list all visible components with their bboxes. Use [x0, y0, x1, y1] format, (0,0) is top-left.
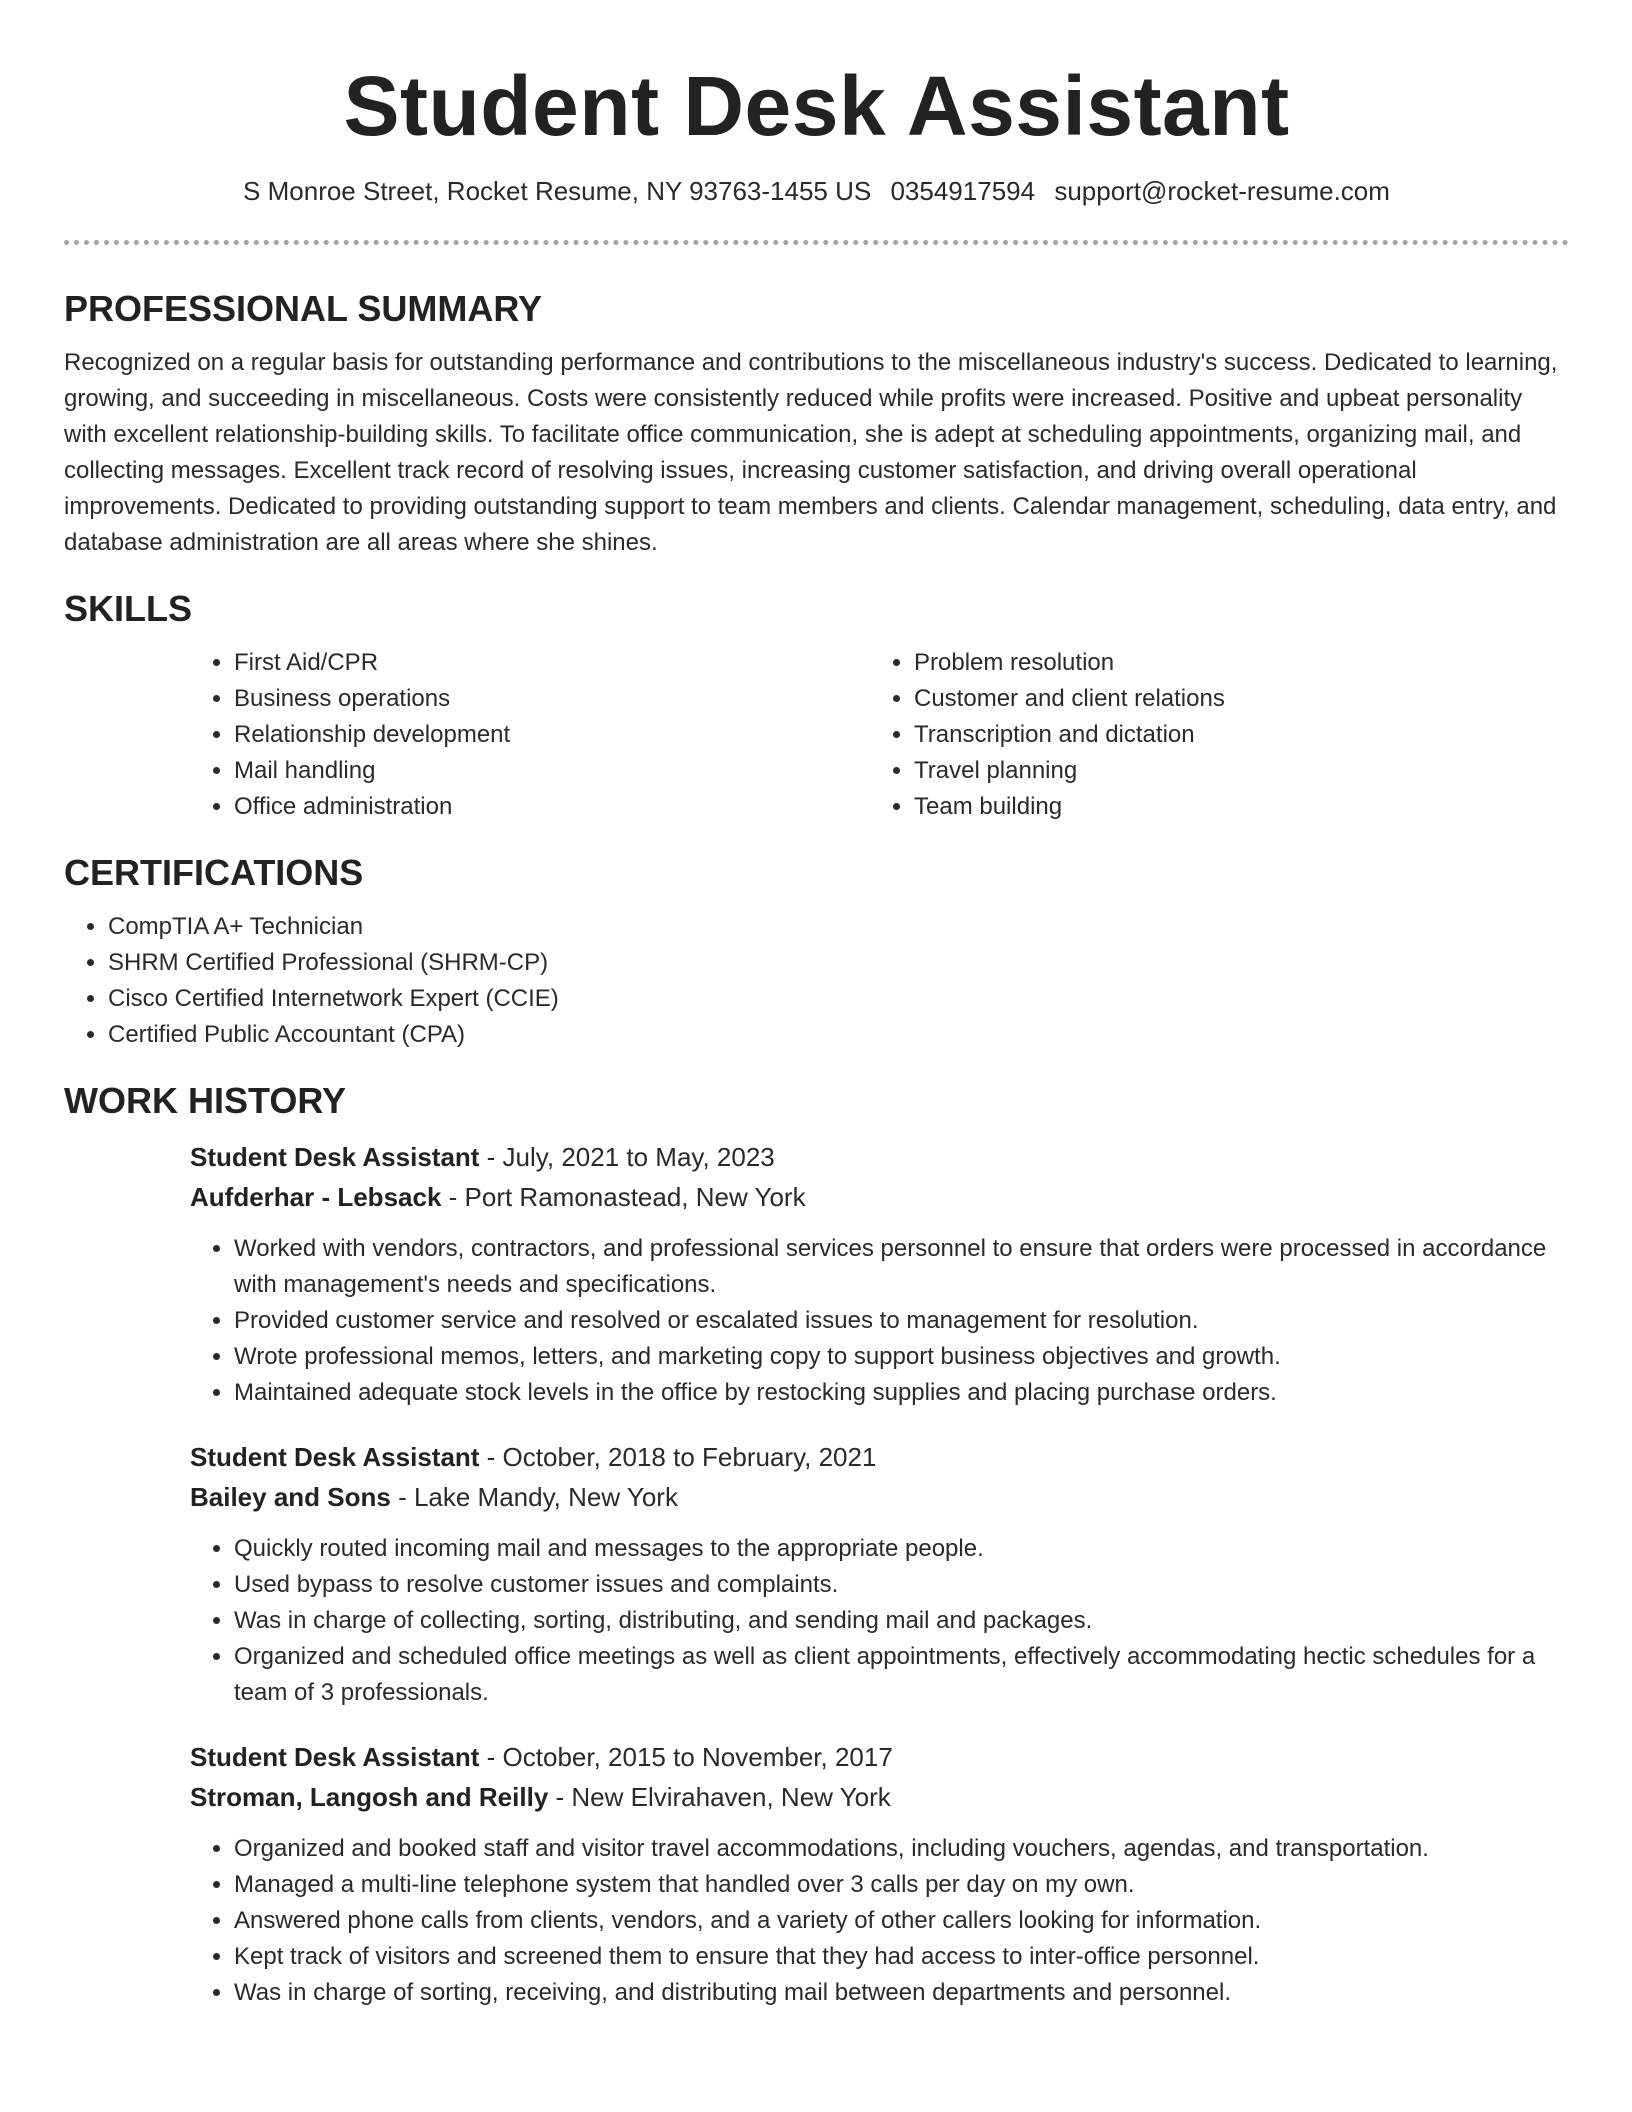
job-duty-item: • Provided customer service and resolved or escalated issues to management for resolution. [234, 1303, 1569, 1339]
job-duty-item: • Kept track of visitors and screened them to ensure that they had access to inter-office personnel. [234, 1939, 1569, 1975]
job-duty-item: • Was in charge of collecting, sorting, distributing, and sending mail and packages. [234, 1603, 1569, 1639]
job-location: - New Elvirahaven, New York [548, 1782, 891, 1812]
work-history-heading: WORK HISTORY [64, 1080, 347, 1121]
resume-page [64, 0, 1569, 2033]
job-title: Student Desk Assistant [190, 1442, 480, 1472]
job-location: - Lake Mandy, New York [390, 1482, 678, 1512]
skill-item: • Team building [914, 789, 1550, 825]
job-duty-item: • Used bypass to resolve customer issues and complaints. [234, 1567, 1569, 1603]
skill-item: • Office administration [234, 789, 870, 825]
certifications-heading: CERTIFICATIONS [64, 852, 364, 893]
job-duties-list [190, 1531, 1569, 1711]
job-entry [190, 1137, 1569, 1411]
job-dates: - October, 2018 to February, 2021 [479, 1442, 877, 1472]
job-dates: - July, 2021 to May, 2023 [479, 1142, 775, 1172]
skill-item: • Mail handling [234, 753, 870, 789]
skill-item: • Travel planning [914, 753, 1550, 789]
contact-phone: 0354917594 [890, 176, 1036, 206]
certifications-list [64, 909, 1569, 1053]
contact-address: S Monroe Street, Rocket Resume, NY 93763-1455 US [243, 176, 872, 206]
contact-line [64, 174, 1569, 208]
skill-item: • First Aid/CPR [234, 645, 870, 681]
skills-heading: SKILLS [64, 588, 193, 629]
work-history-section [64, 1079, 1569, 2011]
job-title: Student Desk Assistant [190, 1142, 480, 1172]
job-title-line [190, 1737, 1569, 1777]
summary-text: Recognized on a regular basis for outstanding performance and contributions to the miscellaneous industry's success. Dedicated to learning, growing, and succeeding in miscellaneous. Costs were consistently reduced while profits were increased. Positive and upbeat personality with excellent relationship-building skills. To facilitate office communication, she is adept at scheduling appointments, organizing mail, and collecting messages. Excellent track record of resolving issues, increasing customer satisfaction, and driving overall operational improvements. Dedicated to providing outstanding support to team members and clients. Calendar management, scheduling, data entry, and database administration are all areas where she shines. [64, 349, 1558, 556]
job-duty-item: • Was in charge of sorting, receiving, and distributing mail between departments and personnel. [234, 1975, 1569, 2011]
job-duty-item: • Worked with vendors, contractors, and professional services personnel to ensure that orders were processed in accordance with management's needs and specifications. [234, 1231, 1569, 1303]
job-location: - Port Ramonastead, New York [441, 1182, 806, 1212]
job-duties-list [190, 1831, 1569, 2011]
contact-email: support@rocket-resume.com [1054, 176, 1390, 206]
job-title-line [190, 1137, 1569, 1177]
skill-item: • Problem resolution [914, 645, 1550, 681]
certification-item: • Cisco Certified Internetwork Expert (CCIE) [108, 981, 1569, 1017]
skills-section [64, 587, 1569, 825]
job-dates: - October, 2015 to November, 2017 [479, 1742, 893, 1772]
job-title: Student Desk Assistant [190, 1742, 480, 1772]
certifications-section [64, 851, 1569, 1053]
header-divider [64, 240, 1569, 245]
job-duty-item: • Managed a multi-line telephone system that handled over 3 calls per day on my own. [234, 1867, 1569, 1903]
job-title-line [190, 1437, 1569, 1477]
summary-section [64, 287, 1569, 561]
skill-item: • Relationship development [234, 717, 870, 753]
certification-item: • CompTIA A+ Technician [108, 909, 1569, 945]
job-entry [190, 1737, 1569, 2011]
job-duty-item: • Answered phone calls from clients, vendors, and a variety of other callers looking for information. [234, 1903, 1569, 1939]
job-duty-item: • Organized and scheduled office meetings as well as client appointments, effectively accommodating hectic schedules for a team of 3 professionals. [234, 1639, 1569, 1711]
job-company-line [190, 1477, 1569, 1517]
job-company-line [190, 1177, 1569, 1217]
skills-columns [190, 645, 1569, 825]
skill-item: • Business operations [234, 681, 870, 717]
skills-column-left [190, 645, 870, 825]
certification-item: • Certified Public Accountant (CPA) [108, 1017, 1569, 1053]
job-duty-item: • Maintained adequate stock levels in the office by restocking supplies and placing purchase orders. [234, 1375, 1569, 1411]
job-company: Stroman, Langosh and Reilly [190, 1782, 549, 1812]
job-entry [190, 1437, 1569, 1711]
skill-item: • Transcription and dictation [914, 717, 1550, 753]
resume-name: Student Desk Assistant [343, 59, 1290, 153]
job-company: Aufderhar - Lebsack [190, 1182, 442, 1212]
job-duties-list [190, 1231, 1569, 1411]
job-duty-item: • Wrote professional memos, letters, and marketing copy to support business objectives and growth. [234, 1339, 1569, 1375]
skill-item: • Customer and client relations [914, 681, 1550, 717]
certification-item: • SHRM Certified Professional (SHRM-CP) [108, 945, 1569, 981]
job-company: Bailey and Sons [190, 1482, 391, 1512]
summary-heading: PROFESSIONAL SUMMARY [64, 288, 543, 329]
job-company-line [190, 1777, 1569, 1817]
skills-column-right [870, 645, 1550, 825]
job-duty-item: • Organized and booked staff and visitor travel accommodations, including vouchers, agendas, and transportation. [234, 1831, 1569, 1867]
job-duty-item: • Quickly routed incoming mail and messages to the appropriate people. [234, 1531, 1569, 1567]
